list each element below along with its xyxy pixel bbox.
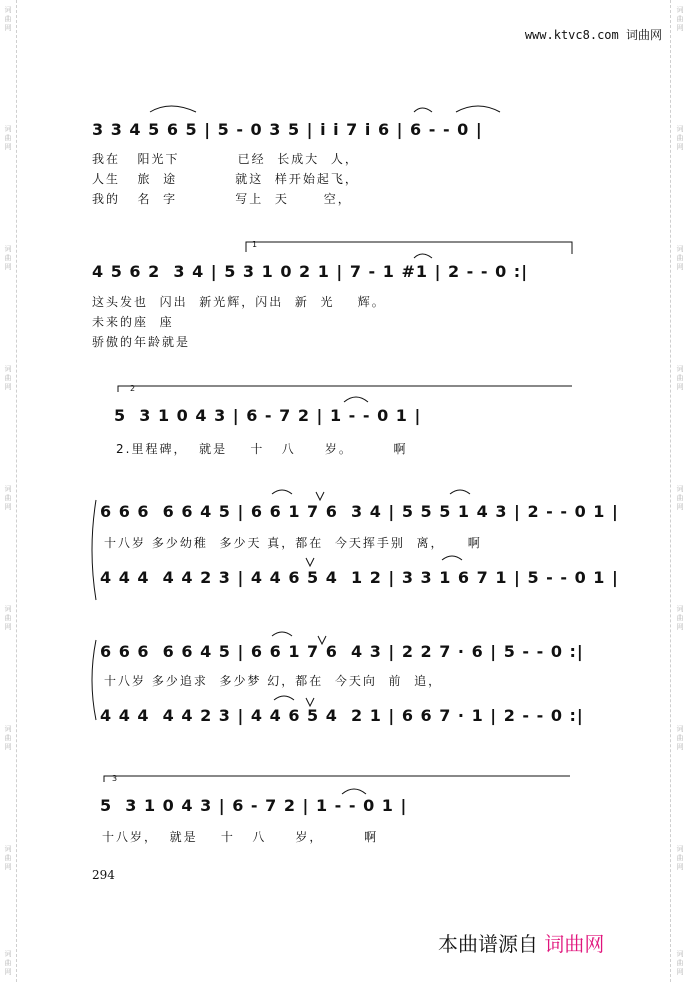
notation-line-4-lower: 4 4 4 4 4 2 3 | 4 4 6 5 4 1 2 | 3 3 1 6 7 1 | 5 - - 0 1 | bbox=[100, 568, 619, 587]
watermark-text: 词曲网 bbox=[4, 485, 12, 511]
lyric-line: 十八岁 多少追求 多少梦 幻，都在 今天向 前 追， bbox=[104, 674, 443, 688]
lyric-line: 未来的座 座 bbox=[92, 315, 174, 329]
source-prefix: 本曲谱源自 bbox=[438, 932, 538, 956]
page-number: 294 bbox=[92, 868, 115, 882]
notation-line-1: 3 3 4 5 6 5 | 5 - 0 3 5 | i i 7 i 6 | 6 - - 0 | bbox=[92, 120, 483, 139]
watermark-text: 词曲网 bbox=[4, 950, 12, 976]
breath-mark bbox=[306, 558, 314, 566]
volta-bracket bbox=[104, 776, 570, 782]
slur-mark bbox=[450, 490, 470, 494]
slur-mark bbox=[442, 556, 462, 560]
lyric-line: 这头发也 闪出 新光辉，闪出 新 光 辉。 bbox=[92, 295, 386, 309]
watermark-text: 词曲网 bbox=[676, 6, 684, 32]
lyric-line: 人生 旅 途 就这 样开始起飞， bbox=[92, 172, 359, 186]
site-url[interactable]: www.ktvc8.com bbox=[524, 28, 619, 42]
system-brace bbox=[92, 640, 96, 720]
volta-bracket bbox=[118, 386, 572, 392]
lyric-line: 十八岁， 就是 十 八 岁， 啊 bbox=[102, 830, 379, 844]
notation-line-4-upper: 6 6 6 6 6 4 5 | 6 6 1 7 6 3 4 | 5 5 5 1 4 3 | 2 - - 0 1 | bbox=[100, 502, 619, 521]
watermark-text: 词曲网 bbox=[676, 605, 684, 631]
watermark-text: 词曲网 bbox=[4, 725, 12, 751]
watermark-text: 词曲网 bbox=[676, 245, 684, 271]
source-brand-link[interactable]: 词曲网 bbox=[544, 932, 605, 956]
notation-line-3: 5 3 1 0 4 3 | 6 - 7 2 | 1 - - 0 1 | bbox=[114, 406, 422, 425]
watermark-text: 词曲网 bbox=[4, 6, 12, 32]
watermark-text: 词曲网 bbox=[4, 605, 12, 631]
breath-mark bbox=[316, 492, 324, 500]
volta-number: 2 bbox=[130, 384, 136, 393]
site-name: 词曲网 bbox=[625, 28, 662, 42]
slur-mark bbox=[272, 632, 292, 636]
notation-line-5-upper: 6 6 6 6 6 4 5 | 6 6 1 7 6 4 3 | 2 2 7 · 6 | 5 - - 0 :| bbox=[100, 642, 584, 661]
watermark-text: 词曲网 bbox=[4, 245, 12, 271]
lyric-line: 我的 名 字 写上 天 空， bbox=[92, 192, 352, 206]
notation-line-6: 5 3 1 0 4 3 | 6 - 7 2 | 1 - - 0 1 | bbox=[100, 796, 408, 815]
volta-bracket bbox=[246, 242, 572, 254]
slur-mark bbox=[344, 397, 368, 402]
lyric-line: 我在 阳光下 已经 长成大 人， bbox=[92, 152, 359, 166]
notation-line-2: 4 5 6 2 3 4 | 5 3 1 0 2 1 | 7 - 1 #1 | 2 - - 0 :| bbox=[92, 262, 529, 281]
slur-mark bbox=[272, 490, 292, 494]
watermark-text: 词曲网 bbox=[4, 365, 12, 391]
slur-mark bbox=[414, 108, 432, 112]
lyric-line: 十八岁 多少幼稚 多少天 真，都在 今天挥手别 离， 啊 bbox=[104, 536, 482, 550]
lyric-line: 2.里程碑， 就是 十 八 岁。 啊 bbox=[116, 442, 408, 456]
watermark-text: 词曲网 bbox=[676, 950, 684, 976]
slur-mark bbox=[414, 254, 432, 258]
slur-mark bbox=[150, 106, 196, 112]
watermark-text: 词曲网 bbox=[676, 125, 684, 151]
source-credit bbox=[438, 928, 604, 957]
watermark-text: 词曲网 bbox=[676, 485, 684, 511]
watermark-text: 词曲网 bbox=[4, 845, 12, 871]
slur-mark bbox=[342, 789, 366, 794]
system-brace bbox=[92, 500, 96, 600]
lyric-line: 骄傲的年龄就是 bbox=[92, 335, 191, 349]
volta-number: 3 bbox=[112, 774, 118, 783]
slur-mark bbox=[274, 696, 294, 700]
watermark-text: 词曲网 bbox=[676, 845, 684, 871]
watermark-text: 词曲网 bbox=[676, 725, 684, 751]
slur-mark bbox=[456, 106, 500, 112]
notation-line-5-lower: 4 4 4 4 4 2 3 | 4 4 6 5 4 2 1 | 6 6 7 · 1 | 2 - - 0 :| bbox=[100, 706, 584, 725]
breath-mark bbox=[306, 698, 314, 706]
volta-number: 1 bbox=[252, 240, 258, 249]
watermark-text: 词曲网 bbox=[4, 125, 12, 151]
watermark-text: 词曲网 bbox=[676, 365, 684, 391]
